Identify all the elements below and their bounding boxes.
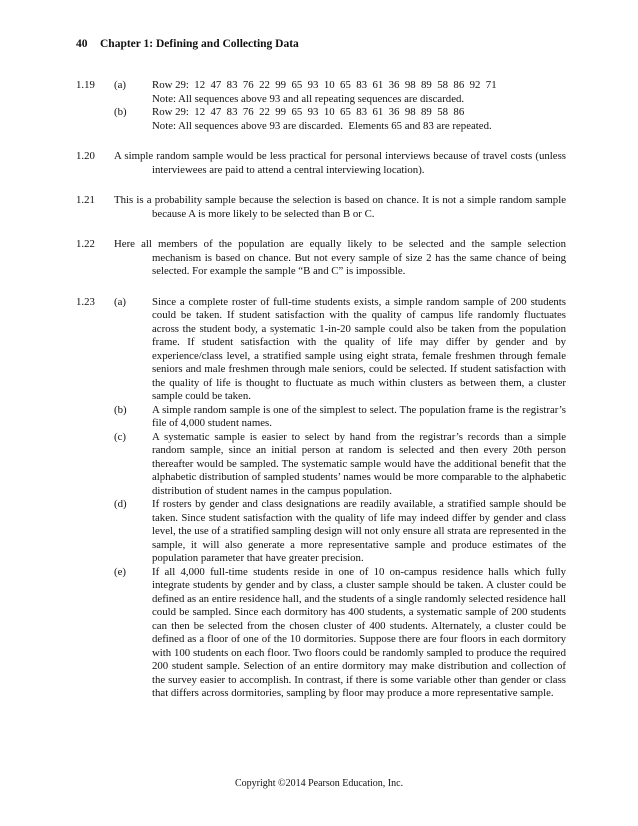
problem-body (114, 150, 566, 177)
part-label: (d) (114, 498, 127, 510)
part-text: Since a complete roster of full-time students exists, a simple random sample of 200 students could be taken. If student satisfaction with the quality of campus life randomly fluctuates across the student body, a systematic 1-in-20 sample could also be taken from the population frame. If student satisfaction with the quality of life may differ by gender and by experience/class level, a stratified sample using eight strata, female freshmen through female seniors and male freshmen through male seniors, could be selected. If student satisfaction with the quality of life is thought to fluctuate as much within clusters as between them, a cluster sample could be taken. (152, 295, 566, 402)
problem-text: Here all members of the population are equally likely to be selected and the sample selection mechanism is based on chance. But not every sample of size 2 has the same chance of being selected. For example the sample “B and C” is impossible. (114, 238, 566, 277)
part-text: If all 4,000 full-time students reside in one of 10 on-campus residence halls which fully integrate students by gender and by class, a cluster sample should be taken. A cluster could be defined as an entire residence hall, and the students of a single randomly selected residence hall could be sampled. Since each dormitory has 400 students, a systematic sample of 200 students can then be selected from the chosen cluster of 400 students. Alternately, a cluster could be defined as a floor of one of the 10 dormitories. Suppose there are four floors in each dormitory with 100 students on each floor. Two floors could be randomly sampled to produce the required 200 student sample. Selection of an entire dormitory may make distribution and collection of the survey easier to accomplish. In contrast, if there is some variable other than gender or class that differs across dormitories, sampling by floor may produce a more representative sample. (152, 565, 566, 699)
part-line: Row 29: 12 47 83 76 22 99 65 93 10 65 83 61 36 98 89 58 86 92 71 (152, 79, 497, 91)
problem-part (114, 296, 566, 404)
part-label: (a) (114, 295, 126, 308)
problem-number: 1.20 (76, 150, 95, 162)
part-label: (b) (114, 106, 127, 118)
problem-part (114, 404, 566, 431)
part-line: Note: All sequences above 93 and all repeating sequences are discarded. (152, 92, 465, 105)
part-line: Row 29: 12 47 83 76 22 99 65 93 10 65 83 61 36 98 89 58 86 (152, 106, 465, 118)
page-number: 40 (76, 38, 88, 50)
part-label: (a) (114, 79, 126, 91)
part-text: A systematic sample is easier to select by hand from the registrar’s records than a simple random sample, since an initial person at random is selected and then every 20th person thereafter would be sampled. The systematic sample would have the additional benefit that the alphabetic distribution of sampled students’ names would be more comparable to the alphabetic distribution of student names in the campus population. (152, 430, 566, 497)
problem-part (114, 106, 566, 133)
problem-number: 1.23 (76, 295, 95, 308)
problem-part (114, 498, 566, 566)
problem-1-22 (76, 238, 566, 279)
solutions-content (76, 79, 566, 701)
part-label: (e) (114, 565, 126, 578)
problem-1-23 (76, 296, 566, 701)
part-label: (b) (114, 403, 127, 416)
problem-part (114, 566, 566, 701)
problem-body (114, 238, 566, 279)
problem-body (114, 79, 566, 133)
problem-part (114, 79, 566, 106)
problem-part (114, 431, 566, 499)
copyright-footer: Copyright ©2014 Pearson Education, Inc. (234, 778, 404, 789)
part-text: A simple random sample is one of the simplest to select. The population frame is the registrar’s file of 4,000 student names. (152, 403, 566, 429)
problem-1-19 (76, 79, 566, 133)
problem-number: 1.22 (76, 238, 95, 250)
part-label: (c) (114, 430, 126, 443)
problem-number: 1.21 (76, 194, 95, 206)
page-header (76, 38, 299, 50)
problem-1-20 (76, 150, 566, 177)
part-line: Note: All sequences above 93 are discarded. Elements 65 and 83 are repeated. (152, 119, 492, 132)
part-text: If rosters by gender and class designations are readily available, a stratified sample should be taken. Since student satisfaction with the quality of life may indeed differ by gender and class level, the use of a stratified sampling design will not only ensure all strata are represented in the sample, it will also generate a more representative sample and produce estimates of the population parameter that have greater precision. (152, 498, 566, 564)
problem-text: A simple random sample would be less practical for personal interviews because of travel costs (unless interviewees are paid to attend a central interviewing location). (114, 150, 566, 176)
problem-number: 1.19 (76, 79, 95, 91)
problem-text: This is a probability sample because the selection is based on chance. It is not a simple random sample because A is more likely to be selected than B or C. (114, 194, 566, 220)
problem-1-21 (76, 194, 566, 221)
problem-body (114, 296, 566, 701)
chapter-title: Chapter 1: Defining and Collecting Data (100, 38, 299, 50)
problem-body (114, 194, 566, 221)
